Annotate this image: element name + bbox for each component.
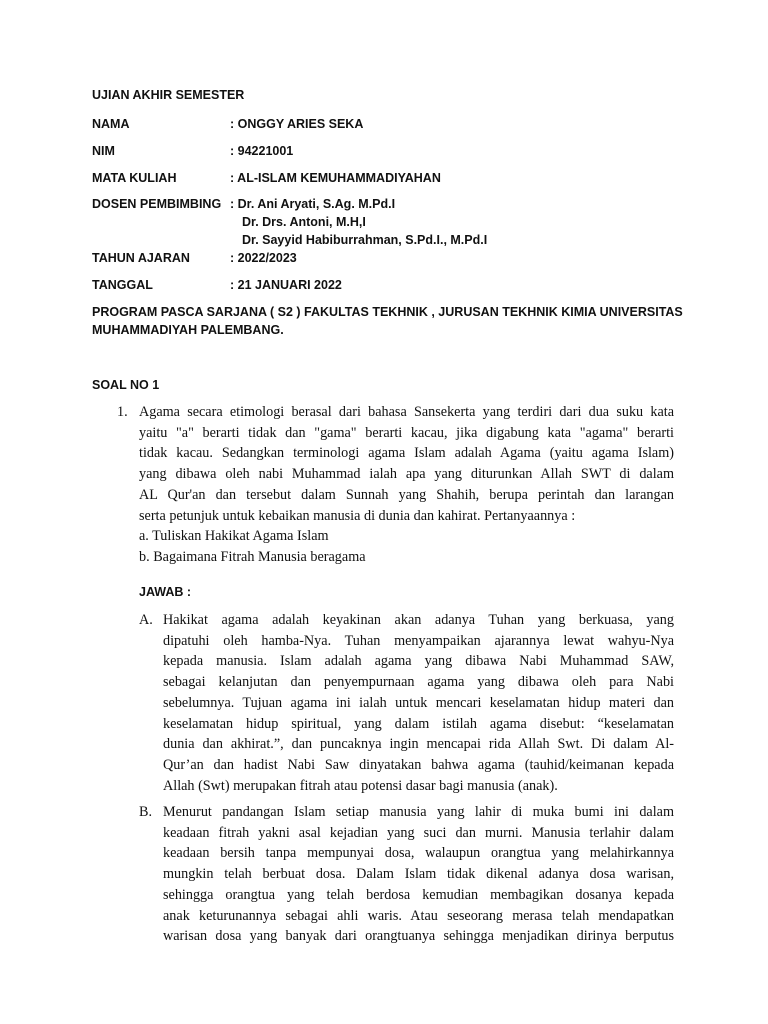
tanggal-row <box>92 278 652 294</box>
answer-b-line: warisan dosa yang banyak dari orangtuanya sehingga menjadikan dirinya berputus <box>163 928 674 945</box>
answer-a-line: Hakikat agama adalah keyakinan akan adanya Tuhan yang berkuasa, yang <box>163 612 674 628</box>
soal-line: Agama secara etimologi berasal dari bahasa Sansekerta yang terdiri dari dua suku kata <box>139 404 674 420</box>
dosen-row <box>92 197 652 251</box>
soal-heading: SOAL NO 1 <box>92 378 160 392</box>
answer-a-line: kepada manusia. Islam adalah agama yang dibawa Nabi Muhammad SAW, <box>163 653 674 670</box>
tahun-ajaran-row <box>92 251 652 267</box>
answer-b-marker: B. <box>139 804 153 820</box>
nim-label: NIM <box>92 144 115 158</box>
answer-b-paragraph <box>163 802 674 947</box>
mata-kuliah-value: : AL-ISLAM KEMUHAMMADIYAHAN <box>230 171 441 185</box>
nama-row <box>92 117 652 133</box>
soal-line: yang dibawa oleh nabi Muhammad ialah apa yang diturunkan Allah SWT di dalam <box>139 466 674 483</box>
tanggal-value: : 21 JANUARI 2022 <box>230 278 342 292</box>
dosen-label: DOSEN PEMBIMBING <box>92 197 222 211</box>
soal-line: tidak kacau. Sedangkan terminologi agama Islam adalah Agama (yaitu agama Islam) <box>139 445 674 462</box>
answer-a-line: sebelumnya. Tujuan agama ini ialah untuk mencari keselamatan hidup materi dan <box>163 694 674 711</box>
soal-line: AL Qur'an dan tersebut dalam Sunnah yang Shahih, berupa perintah dan larangan <box>139 486 674 503</box>
answer-a-line: dunia dan akhirat.”, dan puncaknya ingin mencapai rida Allah Swt. Di dalam Al- <box>163 736 674 753</box>
answer-b-line: mungkin telah berbuat dosa. Dalam Islam tidak dikenal adanya dosa warisan, <box>163 866 674 883</box>
dosen-value-2: Dr. Drs. Antoni, M.H,I <box>242 215 366 229</box>
soal-number: 1. <box>117 404 128 420</box>
answer-b-line: keadaan bersih tanpa mempunyai dosa, walaupun orangtua yang melahirkannya <box>163 845 674 862</box>
question-a: a. Tuliskan Hakikat Agama Islam <box>139 528 329 545</box>
answer-b-line: Menurut pandangan Islam setiap manusia yang lahir di muka bumi ini dalam <box>163 804 674 820</box>
soal-line: serta petunjuk untuk kebaikan manusia di dunia dan kahirat. Pertanyaannya : <box>139 507 576 524</box>
soal-paragraph <box>139 402 674 568</box>
answer-a-paragraph <box>163 610 674 796</box>
jawab-heading: JAWAB : <box>139 585 192 599</box>
nama-value: : ONGGY ARIES SEKA <box>230 117 364 131</box>
nim-row <box>92 144 652 160</box>
answer-b-line: anak keturunannya sebagai ahli waris. Atau seseorang merasa telah mendapatkan <box>163 907 674 924</box>
tanggal-label: TANGGAL <box>92 278 153 292</box>
dosen-value-1: : Dr. Ani Aryati, S.Ag. M.Pd.I <box>230 197 396 211</box>
dosen-value-3: Dr. Sayyid Habiburrahman, S.Pd.I., M.Pd.I <box>242 233 488 247</box>
answer-a-line: keselamatan hidup spiritual, yang dalam istilah agama disebut: “keselamatan <box>163 715 674 732</box>
answer-a-line: Qur’an dan hadist Nabi Saw dinyatakan bahwa agama (tauhid/keimanan kepada <box>163 756 674 773</box>
nim-value: : 94221001 <box>230 144 294 158</box>
tahun-ajaran-value: : 2022/2023 <box>230 251 297 265</box>
mata-kuliah-label: MATA KULIAH <box>92 171 177 185</box>
question-b: b. Bagaimana Fitrah Manusia beragama <box>139 548 366 565</box>
answer-a-marker: A. <box>139 612 153 628</box>
answer-b-line: sehingga orangtua yang telah berdosa kemudian membagikan dosanya kepada <box>163 886 674 903</box>
answer-a-line: dipatuhi oleh hamba-Nya. Tuhan menyampaikan ajarannya lewat wahyu-Nya <box>163 632 674 649</box>
program-line-2: MUHAMMADIYAH PALEMBANG. <box>92 323 284 337</box>
program-line-1: PROGRAM PASCA SARJANA ( S2 ) FAKULTAS TEKHNIK , JURUSAN TEKHNIK KIMIA UNIVERSITAS <box>92 305 683 319</box>
soal-line: yaitu "a" berarti tidak dan "gama" berarti kacau, jika digabung kata "agama" berarti <box>139 424 674 441</box>
tahun-ajaran-label: TAHUN AJARAN <box>92 251 190 265</box>
document-title: UJIAN AKHIR SEMESTER <box>92 88 245 102</box>
answer-a-line: Allah (Swt) merupakan fitrah atau potensi dasar bagi manusia (anak). <box>163 777 558 794</box>
answer-b-line: keadaan fitrah yakni asal kejadian yang suci dan murni. Manusia terlahir dalam <box>163 824 674 841</box>
answer-a-line: sebagai kelanjutan dan penyempurnaan agama yang dibawa oleh para Nabi <box>163 674 674 691</box>
mata-kuliah-row <box>92 171 652 187</box>
nama-label: NAMA <box>92 117 130 131</box>
